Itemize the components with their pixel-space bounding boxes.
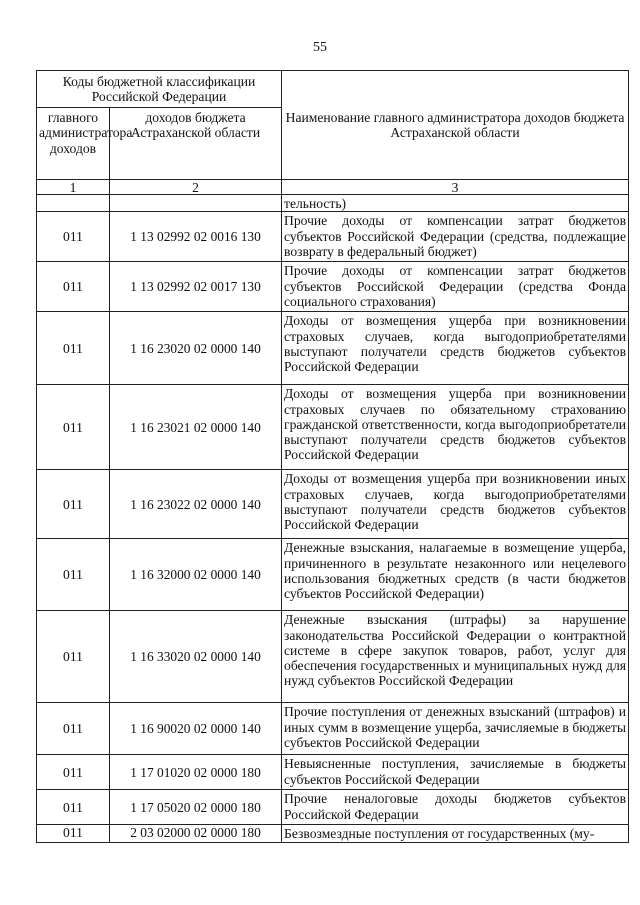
income-name-cell: Доходы от возмещения ущерба при возникновении страховых случаев, когда выгодоприобретателями выступают получатели средств бюджетов субъектов Российской Федерации: [282, 312, 629, 385]
budget-classification-table: [36, 70, 629, 843]
income-code-cell: 1 13 02992 02 0016 130: [110, 212, 282, 262]
admin-code-cell: 011: [37, 539, 110, 611]
income-code-cell: 1 16 23021 02 0000 140: [110, 385, 282, 470]
income-code-cell: 1 16 23020 02 0000 140: [110, 312, 282, 385]
admin-code-cell: 011: [37, 212, 110, 262]
continuation-text: тельность): [282, 195, 629, 212]
table-row: [37, 470, 629, 539]
table-row: [37, 825, 629, 842]
income-name-cell: Прочие поступления от денежных взысканий (штрафов) и иных сумм в возмещение ущерба, зачисляемые в бюджеты субъектов Российской Федерации: [282, 703, 629, 755]
income-code-cell: 1 17 05020 02 0000 180: [110, 790, 282, 825]
admin-code-cell: 011: [37, 703, 110, 755]
header-group-title: Коды бюджетной классификации Российской Федерации: [37, 71, 282, 108]
header-admin-column: главного администратора доходов: [37, 108, 110, 180]
income-name-cell: Безвозмездные поступления от государственных (му-: [282, 825, 629, 842]
table-row: [37, 385, 629, 470]
header-code-column: доходов бюджета Астраханской области: [110, 108, 282, 180]
admin-code-cell: 011: [37, 790, 110, 825]
table-row: [37, 539, 629, 611]
income-name-cell: Денежные взыскания, налагаемые в возмещение ущерба, причиненного в результате незаконного или нецелевого использования бюджетных средств (в части бюджетов субъектов Российской Федерации): [282, 539, 629, 611]
page-number: 55: [313, 40, 327, 55]
income-code-cell: 2 03 02000 02 0000 180: [110, 825, 282, 842]
continuation-admin-cell: [37, 195, 110, 212]
column-number-1: 1: [37, 180, 110, 195]
admin-code-cell: 011: [37, 470, 110, 539]
table-row: [37, 790, 629, 825]
continuation-code-cell: [110, 195, 282, 212]
income-code-cell: 1 16 23022 02 0000 140: [110, 470, 282, 539]
header-name-column: Наименование главного администратора доходов бюджета Астраханской области: [282, 71, 629, 180]
income-code-cell: 1 16 90020 02 0000 140: [110, 703, 282, 755]
income-name-cell: Прочие неналоговые доходы бюджетов субъектов Российской Федерации: [282, 790, 629, 825]
table-row: [37, 212, 629, 262]
income-code-cell: 1 13 02992 02 0017 130: [110, 262, 282, 312]
income-code-cell: 1 17 01020 02 0000 180: [110, 755, 282, 790]
column-number-2: 2: [110, 180, 282, 195]
income-name-cell: Доходы от возмещения ущерба при возникновении страховых случаев по обязательному страхованию гражданской ответственности, когда выгодоприобретатели выступают получатели средств бюджетов субъектов Российской Федерации: [282, 385, 629, 470]
table-row: [37, 312, 629, 385]
admin-code-cell: 011: [37, 755, 110, 790]
admin-code-cell: 011: [37, 611, 110, 703]
income-name-cell: Прочие доходы от компенсации затрат бюджетов субъектов Российской Федерации (средства, подлежащие возврату в федеральный бюджет): [282, 212, 629, 262]
income-name-cell: Денежные взыскания (штрафы) за нарушение законодательства Российской Федерации о контрактной системе в сфере закупок товаров, работ, услуг для обеспечения государственных и муниципальных нужд для нужд субъектов Российской Федерации: [282, 611, 629, 703]
income-code-cell: 1 16 32000 02 0000 140: [110, 539, 282, 611]
admin-code-cell: 011: [37, 385, 110, 470]
income-name-cell: Невыясненные поступления, зачисляемые в бюджеты субъектов Российской Федерации: [282, 755, 629, 790]
admin-code-cell: 011: [37, 825, 110, 842]
income-name-cell: Прочие доходы от компенсации затрат бюджетов субъектов Российской Федерации (средства Фонда социального страхования): [282, 262, 629, 312]
table-row: [37, 703, 629, 755]
table-row: [37, 262, 629, 312]
column-number-3: 3: [282, 180, 629, 195]
admin-code-cell: 011: [37, 262, 110, 312]
table-row: [37, 755, 629, 790]
table-row: [37, 611, 629, 703]
income-name-cell: Доходы от возмещения ущерба при возникновении иных страховых случаев, когда выгодоприобретателями выступают получатели средств бюджетов субъектов Российской Федерации: [282, 470, 629, 539]
admin-code-cell: 011: [37, 312, 110, 385]
income-code-cell: 1 16 33020 02 0000 140: [110, 611, 282, 703]
